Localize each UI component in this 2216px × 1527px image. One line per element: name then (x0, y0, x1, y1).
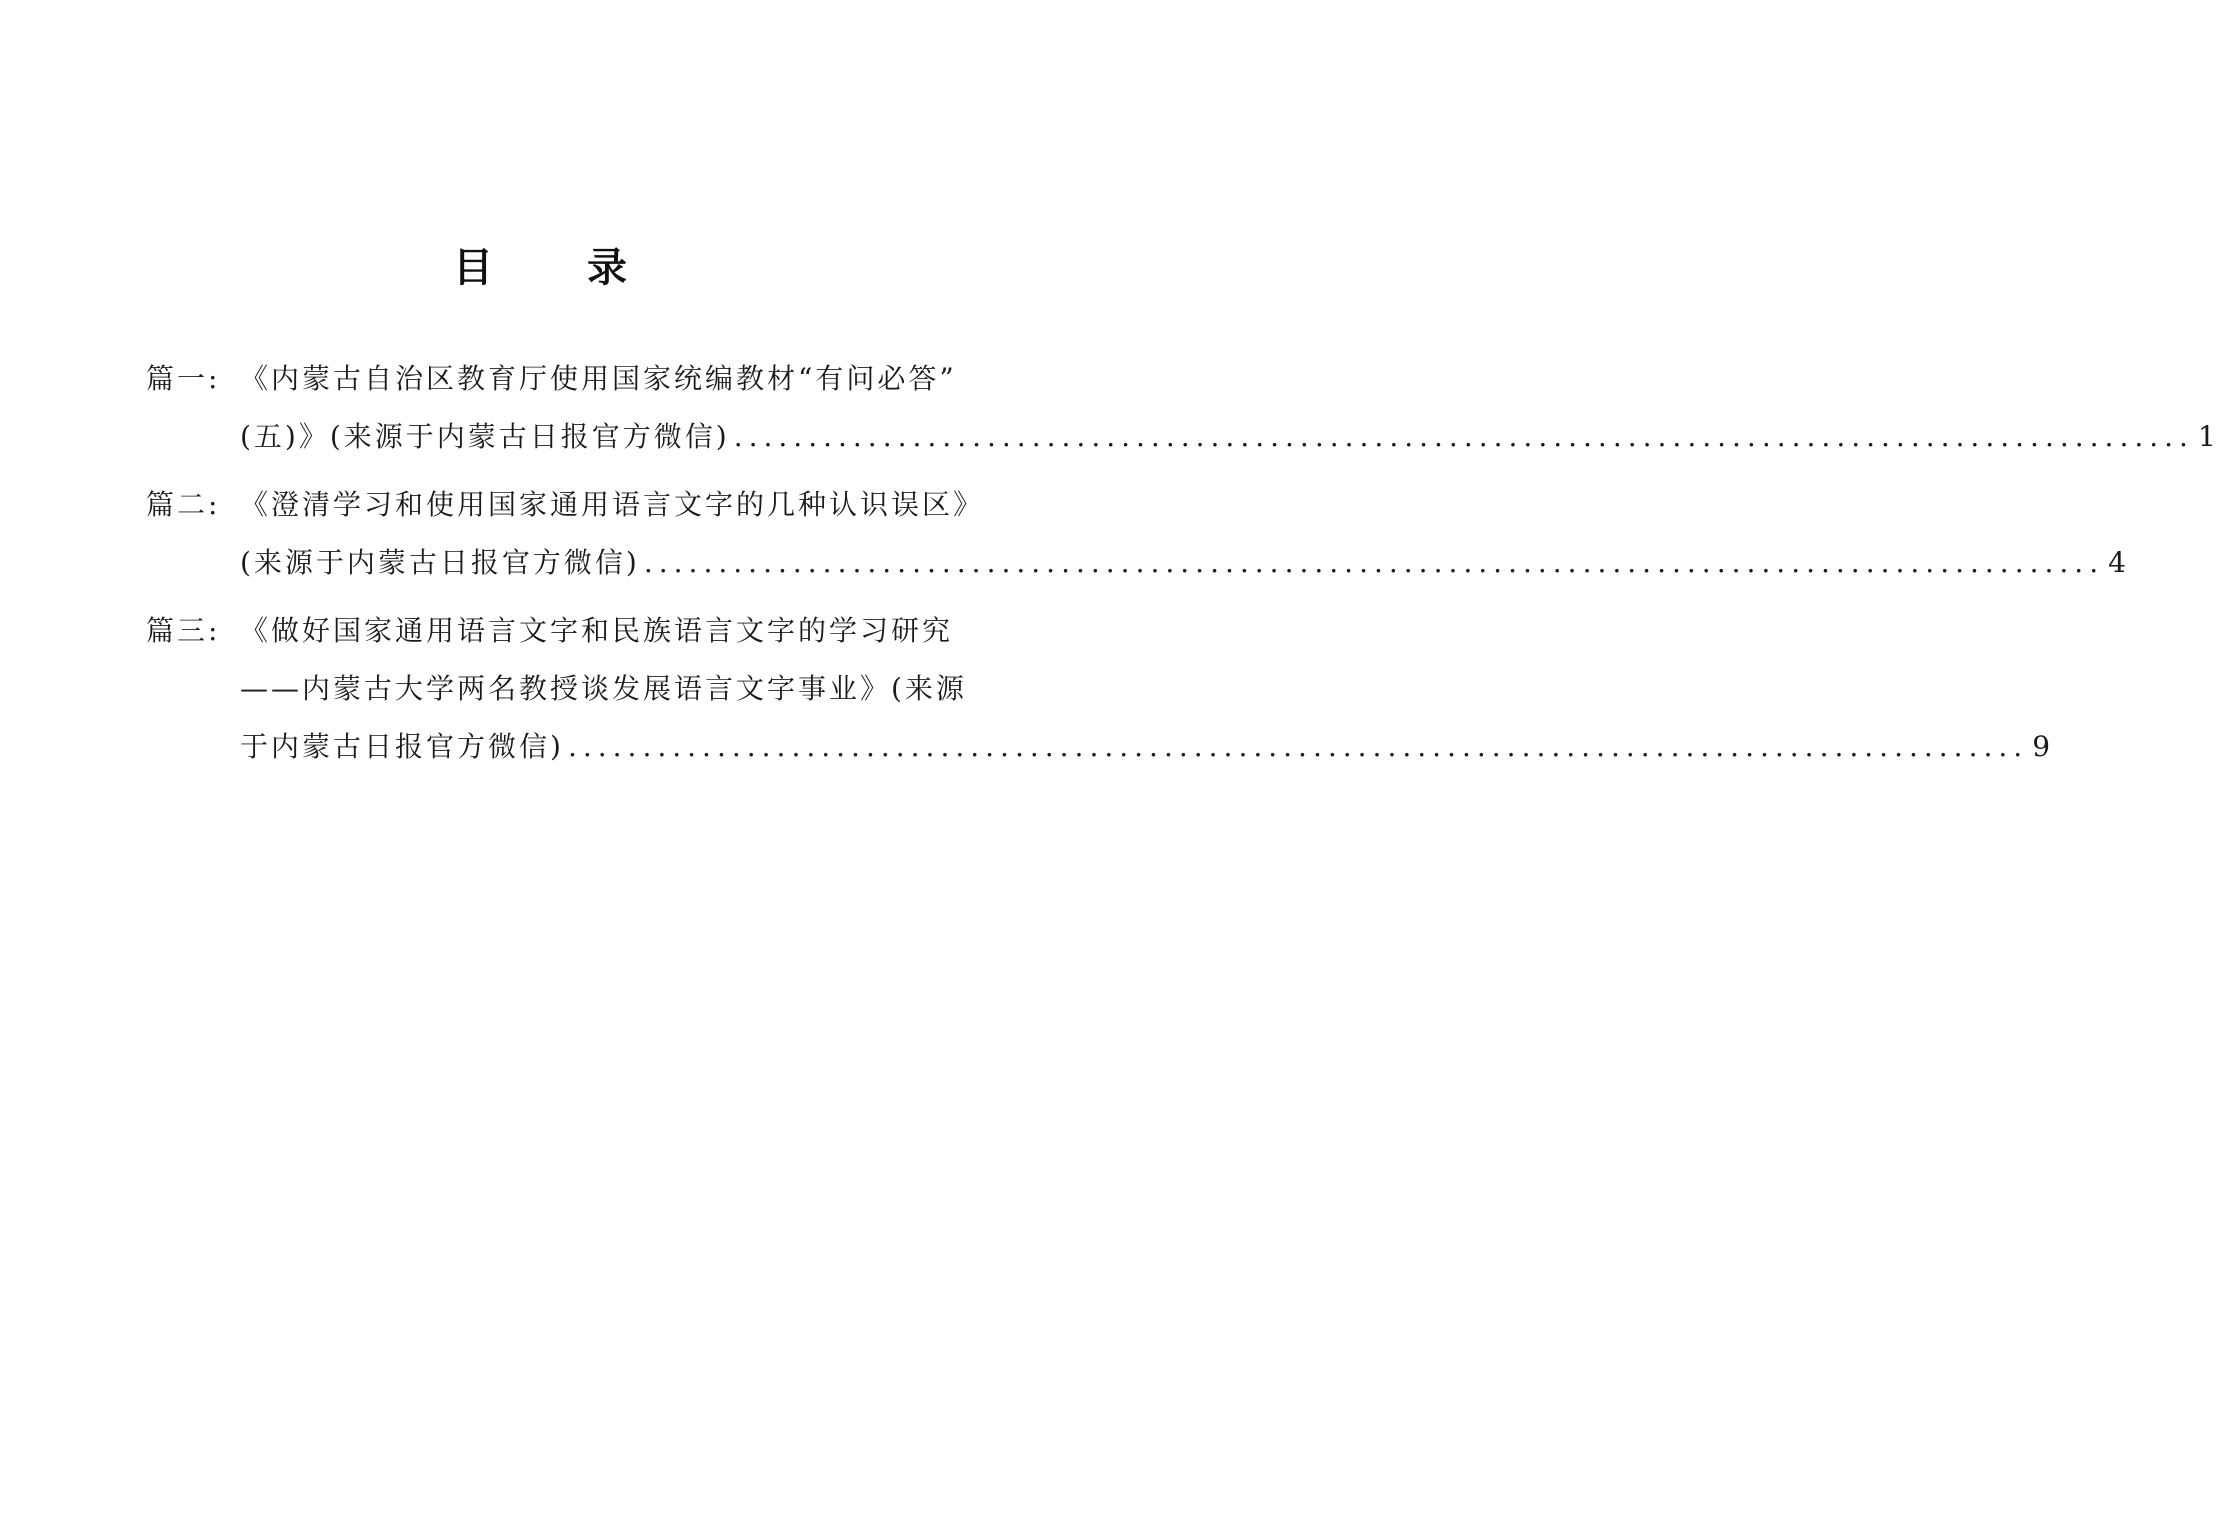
toc-leader-dots: .................................................................................................. (733, 420, 2194, 453)
toc-entry-leader-line (240, 718, 2051, 776)
toc-entry-line: (来源于内蒙古日报官方微信) (240, 546, 640, 579)
toc-entry-leader-line (240, 534, 2126, 592)
toc-leader-dots: .................................................................................................. (567, 730, 2029, 763)
toc-entry-label: 篇三: (146, 614, 221, 647)
toc-entry-body (240, 350, 2216, 466)
toc-entry-body (240, 476, 2126, 592)
toc-entry-body (240, 602, 2051, 776)
toc-page-number: 1 (2197, 420, 2216, 453)
page-title: 目 录 (453, 245, 667, 291)
toc-page-number: 4 (2108, 546, 2126, 579)
toc-entry-line: 《做好国家通用语言文字和民族语言文字的学习研究 (240, 614, 954, 647)
toc-entry-line: ——内蒙古大学两名教授谈发展语言文字事业》(来源 (240, 672, 967, 705)
toc-entry-line: 《澄清学习和使用国家通用语言文字的几种认识误区》 (240, 488, 985, 521)
toc-entry-line: 于内蒙古日报官方微信) (240, 730, 564, 763)
toc-entry-label: 篇二: (146, 488, 221, 521)
toc-leader-dots: .................................................................................................. (643, 546, 2105, 579)
toc-entry-line: 《内蒙古自治区教育厅使用国家统编教材“有问必答” (240, 362, 957, 395)
toc-entry-leader-line (240, 408, 2216, 466)
toc-page-number: 9 (2032, 730, 2051, 763)
toc-entry-line: (五)》(来源于内蒙古日报官方微信) (240, 420, 730, 453)
toc-entry-label: 篇一: (146, 362, 221, 395)
